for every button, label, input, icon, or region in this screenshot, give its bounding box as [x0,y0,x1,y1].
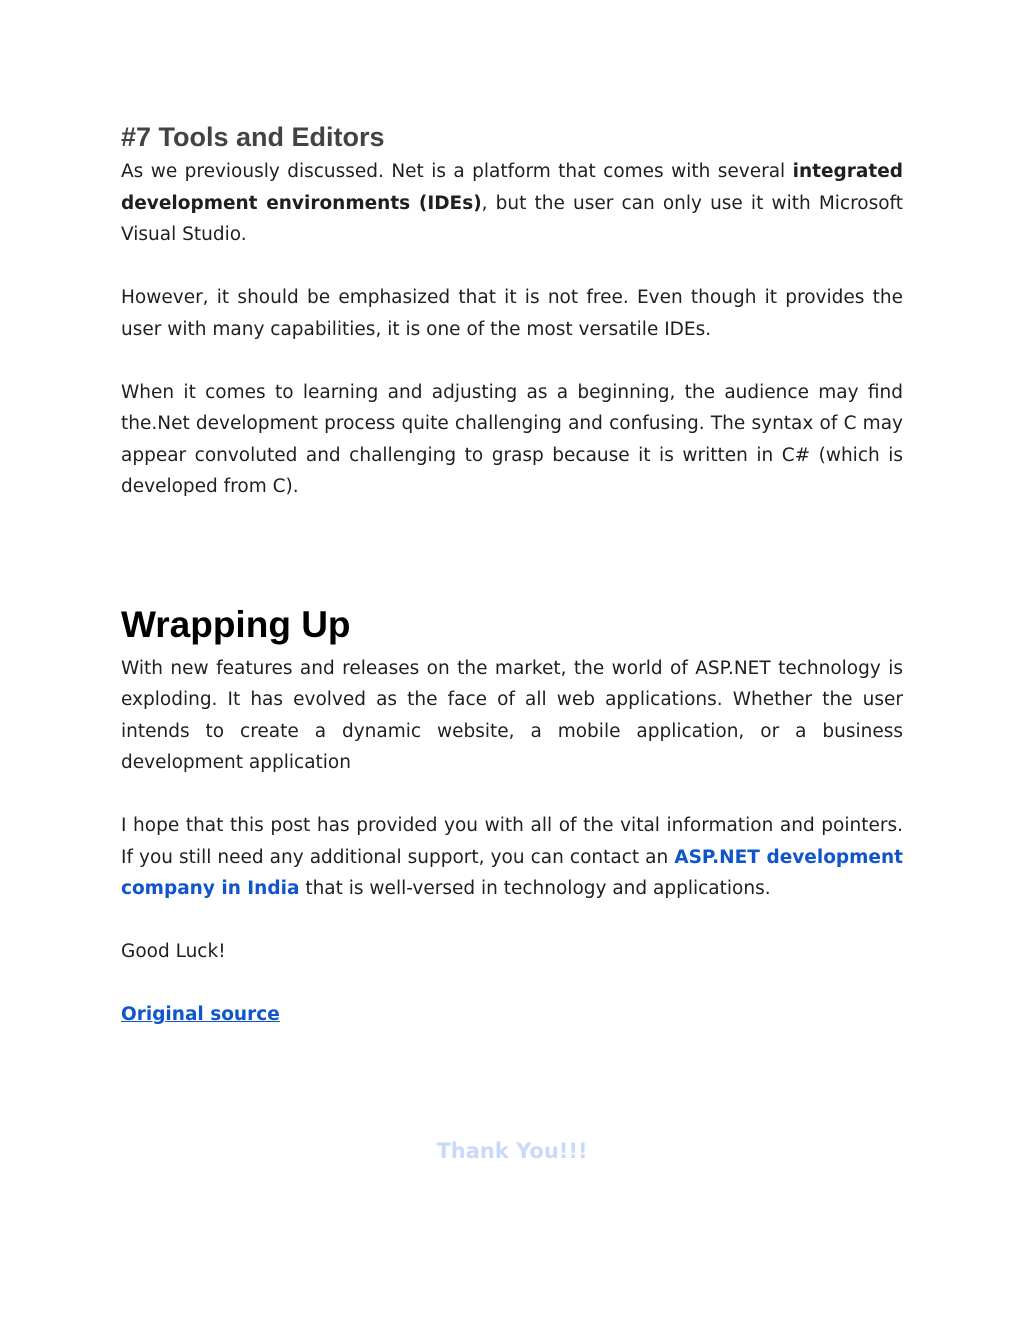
tools-paragraph-2: However, it should be emphasized that it is not free. Even though it provides the user with many capabilities, it is one of the most versatile IDEs. [121,287,903,340]
asp-net-company-link[interactable]: ASP.NET development company in India [121,846,903,899]
tools-heading: #7 Tools and Editors [121,122,385,152]
spacer [121,968,903,1000]
wrap-paragraph-2 [121,810,903,905]
wrapping-up-heading: Wrapping Up [121,603,351,645]
thank-you-text: Thank You!!! [436,1139,588,1163]
document-body [121,118,903,1031]
wrap-paragraph-1: With new features and releases on the market, the world of ASP.NET technology is exploding. It has evolved as the face of all web applications. Whether the user intends to create a dynamic website, a mobile application, or a business development application [121,657,903,773]
spacer [121,503,903,601]
ides-bold-text: integrated development environments (IDEs) [121,161,903,214]
spacer [121,779,903,811]
tools-paragraph-3: When it comes to learning and adjusting as a beginning, the audience may find the.Net development process quite challenging and confusing. The syntax of C may appear convoluted and challenging to grasp because it is written in C# (which is developed from C). [121,381,903,497]
tools-paragraph-1 [121,156,903,251]
spacer [121,905,903,937]
wrap-paragraph-2-start: I hope that this post has provided you with all of the vital information and pointers. If you still need any additional support, you can contact an [121,815,903,868]
source-line [121,999,903,1031]
tools-paragraph-1-start: As we previously discussed. Net is a platform that comes with several [121,161,793,182]
spacer [121,251,903,283]
original-source-link[interactable]: Original source [121,1004,280,1025]
tools-paragraph-1-end: , but the user can only use it with Microsoft Visual Studio. [121,192,904,245]
wrap-paragraph-2-end: that is well-versed in technology and applications. [299,878,771,899]
spacer [121,345,903,377]
good-luck-text: Good Luck! [121,941,226,962]
